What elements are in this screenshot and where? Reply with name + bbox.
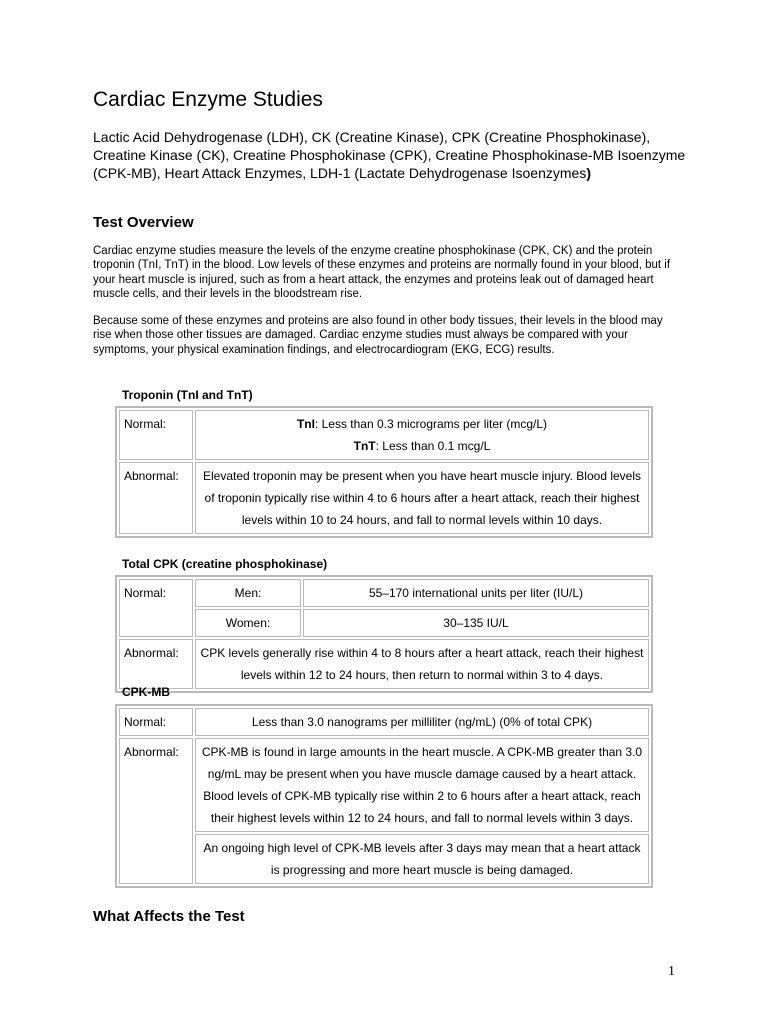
tnt-range	[200, 435, 644, 457]
alias-text: Lactic Acid Dehydrogenase (LDH), CK (Creatine Kinase), CPK (Creatine Phosphokinase), Creatine Kinase (CK), Creatine Phosphokinase (CPK), Creatine Phosphokinase-MB Isoenzyme (CPK-MB), Heart Attack Enzymes, LDH-1 (Lactate Dehydrogenase Isoenzymes	[93, 129, 686, 181]
cpk-abnormal-text: CPK levels generally rise within 4 to 8 hours after a heart attack, reach their highest levels within 12 to 24 hours, then return to normal within 3 to 4 days.	[195, 639, 649, 689]
men-value: 55–170 international units per liter (IU/L)	[303, 579, 649, 607]
tnt-text: : Less than 0.1 mcg/L	[375, 439, 491, 453]
troponin-abnormal-text: Elevated troponin may be present when you have heart muscle injury. Blood levels of troponin typically rise within 4 to 6 hours after a heart attack, reach their highest levels within 10 to 24 hours, and fall to normal levels within 10 days.	[195, 462, 649, 534]
cpk-table-title: Total CPK (creatine phosphokinase)	[122, 557, 328, 571]
troponin-table-title: Troponin (TnI and TnT)	[122, 388, 253, 402]
table-row	[119, 738, 649, 832]
women-value: 30–135 IU/L	[303, 609, 649, 637]
page-title: Cardiac Enzyme Studies	[93, 88, 323, 111]
overview-paragraph-1: Cardiac enzyme studies measure the levels of the enzyme creatine phosphokinase (CPK, CK) and the protein troponin (TnI, TnT) in the blood. Low levels of these enzymes and proteins are normally found in your blood, but if your heart muscle is injured, such as from a heart attack, the enzymes and proteins leak out of damaged heart muscle cells, and their levels in the bloodstream rise.	[93, 245, 671, 300]
test-overview-heading: Test Overview	[93, 214, 194, 231]
table-row	[119, 708, 649, 736]
normal-label: Normal:	[119, 708, 193, 736]
what-affects-heading: What Affects the Test	[93, 908, 245, 925]
troponin-table	[115, 406, 653, 538]
cpkmb-table-title: CPK-MB	[122, 685, 170, 699]
alias-close-paren: )	[586, 165, 591, 181]
normal-label: Normal:	[119, 410, 193, 460]
table-row	[119, 834, 649, 884]
cpk-table	[115, 575, 653, 693]
cpkmb-table	[115, 704, 653, 888]
cpkmb-abnormal-text-1: CPK-MB is found in large amounts in the heart muscle. A CPK-MB greater than 3.0 ng/mL may be present when you have muscle damage caused by a heart attack. Blood levels of CPK-MB typically rise within 2 to 6 hours after a heart attack, reach their highest levels within 12 to 24 hours, and fall to normal levels within 3 days.	[195, 738, 649, 832]
cpkmb-abnormal-text-2: An ongoing high level of CPK-MB levels after 3 days may mean that a heart attack is progressing and more heart muscle is being damaged.	[195, 834, 649, 884]
men-label: Men:	[195, 579, 301, 607]
cpkmb-normal-text: Less than 3.0 nanograms per milliliter (ng/mL) (0% of total CPK)	[195, 708, 649, 736]
abnormal-label: Abnormal:	[119, 462, 193, 534]
women-label: Women:	[195, 609, 301, 637]
tni-range	[200, 413, 644, 435]
troponin-normal-values	[195, 410, 649, 460]
abnormal-label: Abnormal:	[119, 738, 193, 884]
table-row	[119, 410, 649, 460]
table-row	[119, 462, 649, 534]
normal-label: Normal:	[119, 579, 193, 637]
table-row	[119, 639, 649, 689]
table-row	[119, 579, 649, 607]
abnormal-label: Abnormal:	[119, 639, 193, 689]
overview-paragraph-2: Because some of these enzymes and proteins are also found in other body tissues, their levels in the blood may rise when those other tissues are damaged. Cardiac enzyme studies must always be compared with your symptoms, your physical examination findings, and electrocardiogram (EKG, ECG) results.	[93, 315, 663, 356]
tni-text: : Less than 0.3 micrograms per liter (mcg/L)	[314, 417, 548, 431]
table-row	[119, 609, 649, 637]
page-number: 1	[668, 964, 675, 979]
tni-name: TnI	[296, 417, 315, 431]
alias-list	[93, 128, 693, 182]
tnt-name: TnT	[353, 439, 376, 453]
